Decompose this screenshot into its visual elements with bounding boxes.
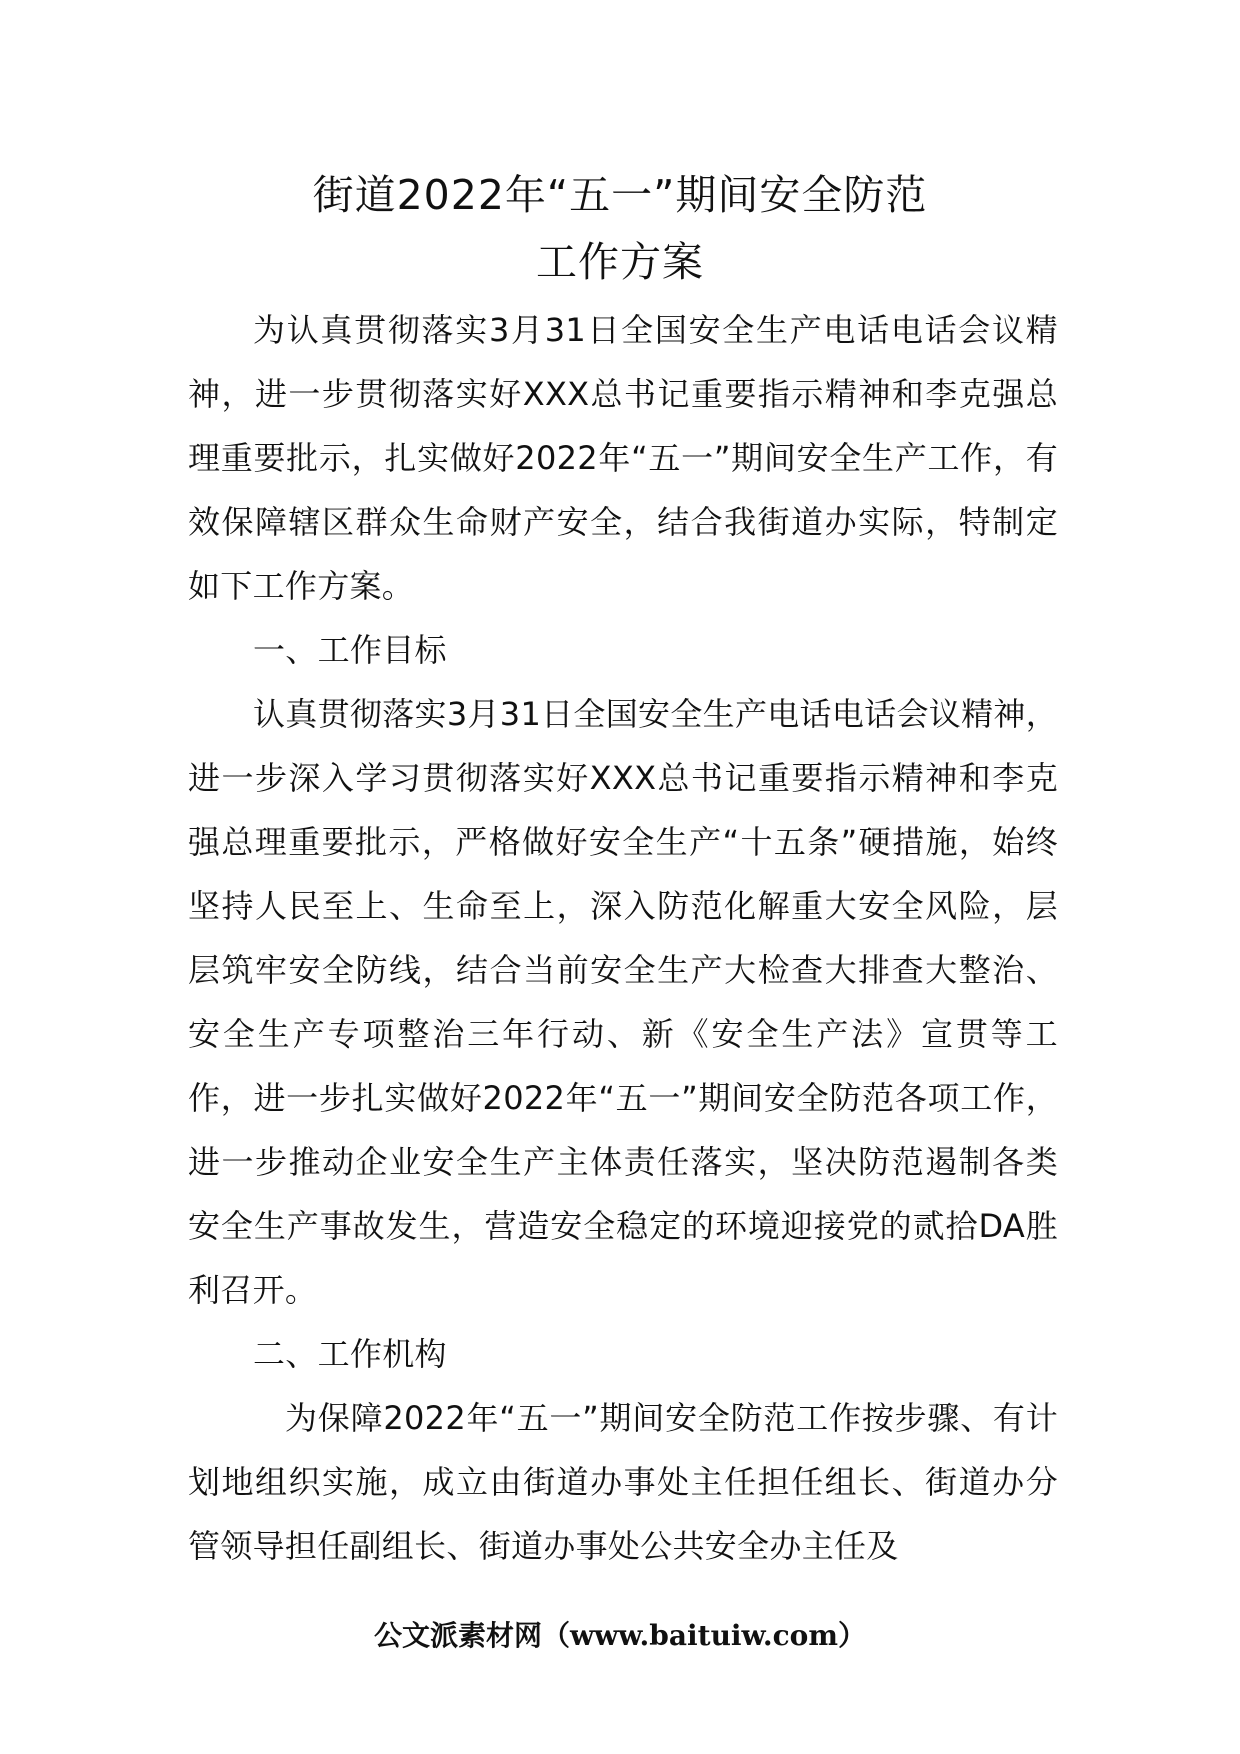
document-body — [188, 298, 1058, 1578]
section-organization-paragraph: 为保障2022年“五一”期间安全防范工作按步骤、有计划地组织实施，成立由街道办事处主任担任组长、街道办分管领导担任副组长、街道办事处公共安全办主任及 — [188, 1399, 1058, 1565]
document-title-line-1: 街道2022年“五一”期间安全防范 — [312, 171, 928, 219]
intro-paragraph: 为认真贯彻落实3月31日全国安全生产电话电话会议精神，进一步贯彻落实好XXX总书记重要指示精神和李克强总理重要批示，扎实做好2022年“五一”期间安全生产工作，有效保障辖区群众生命财产安全，结合我街道办实际，特制定如下工作方案。 — [188, 311, 1058, 605]
document-title-line-2: 工作方案 — [536, 238, 704, 286]
section-heading-goals: 一、工作目标 — [253, 631, 447, 669]
section-goals-paragraph: 认真贯彻落实3月31日全国安全生产电话电话会议精神，进一步深入学习贯彻落实好XXX总书记重要指示精神和李克强总理重要批示，严格做好安全生产“十五条”硬措施，始终坚持人民至上、生命至上，深入防范化解重大安全风险，层层筑牢安全防线，结合当前安全生产大检查大排查大整治、安全生产专项整治三年行动、新《安全生产法》宣贯等工作，进一步扎实做好2022年“五一”期间安全防范各项工作，进一步推动企业安全生产主体责任落实，坚决防范遏制各类安全生产事故发生，营造安全稳定的环境迎接党的贰拾DA胜利召开。 — [188, 695, 1058, 1309]
footer-watermark: 公文派素材网（www.baituiw.com） — [374, 1619, 866, 1652]
section-heading-organization: 二、工作机构 — [253, 1335, 447, 1373]
